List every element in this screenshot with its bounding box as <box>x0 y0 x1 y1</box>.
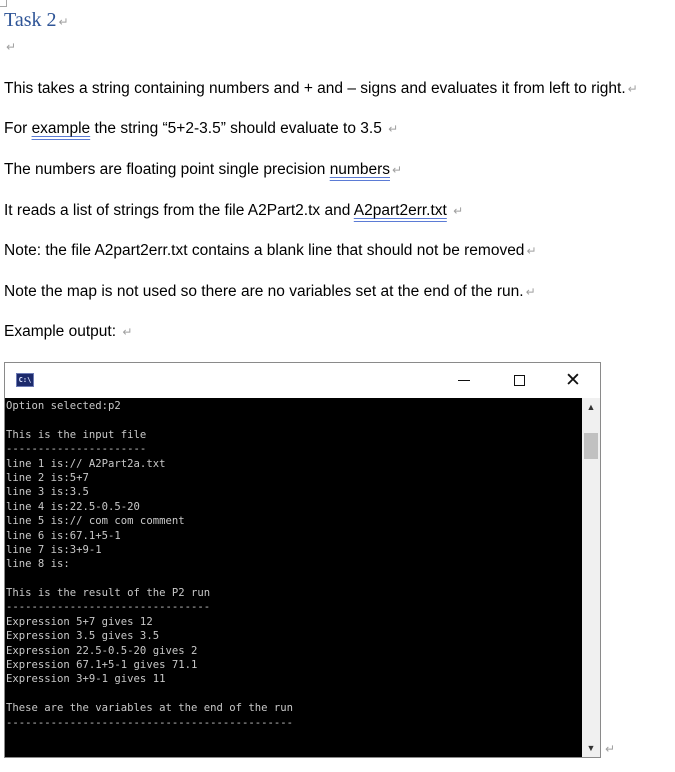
vertical-scrollbar[interactable] <box>582 398 600 757</box>
console-line: line 2 is:5+7 <box>6 471 89 484</box>
page-corner-mark <box>0 0 7 7</box>
scroll-thumb[interactable] <box>584 433 598 459</box>
paragraph-description <box>4 79 638 99</box>
paragraph-mark-icon: ↵ <box>6 40 17 54</box>
console-line: line 6 is:67.1+5-1 <box>6 529 121 542</box>
console-line: -------------------------------- <box>6 601 211 614</box>
paragraph-mark-icon: ↵ <box>525 285 536 299</box>
spellcheck-word[interactable]: example <box>31 120 91 137</box>
paragraph-note-map <box>4 282 536 302</box>
paragraph-note-blank-line <box>4 241 537 261</box>
console-window-screenshot <box>4 362 601 758</box>
paragraph-text: For <box>4 120 32 137</box>
console-line: Expression 67.1+5-1 gives 71.1 <box>6 659 198 672</box>
close-icon: ✕ <box>565 368 581 391</box>
paragraph-example-output <box>4 322 132 342</box>
console-line: ---------------------- <box>6 443 147 456</box>
console-output <box>5 398 582 757</box>
paragraph-mark-icon: ↵ <box>605 742 616 756</box>
console-line <box>6 687 293 701</box>
paragraph-text: It reads a list of strings from the file A2Part2.tx and <box>4 202 354 219</box>
console-line: Expression 3.5 gives 3.5 <box>6 630 160 643</box>
paragraph-mark-icon: ↵ <box>122 325 133 339</box>
console-line: line 1 is:// A2Part2a.txt <box>6 457 166 470</box>
empty-paragraph <box>4 38 16 56</box>
minimize-button[interactable] <box>441 367 487 393</box>
console-lines <box>6 399 293 730</box>
paragraph-text: The numbers are floating point single precision <box>4 161 330 178</box>
maximize-button[interactable] <box>496 367 542 393</box>
close-button[interactable] <box>550 367 596 393</box>
scroll-down-icon[interactable]: ▼ <box>586 743 596 753</box>
paragraph-text: This takes a string containing numbers and + and – signs and evaluates it from left to right. <box>4 80 626 97</box>
paragraph-precision <box>4 160 402 180</box>
command-prompt-icon: C:\ <box>16 373 34 387</box>
console-line: line 5 is:// com com comment <box>6 515 185 528</box>
console-line: This is the result of the P2 run <box>6 587 211 600</box>
spellcheck-word[interactable]: numbers <box>329 161 390 178</box>
console-line: line 3 is:3.5 <box>6 486 89 499</box>
paragraph-mark-icon: ↵ <box>627 82 638 96</box>
spellcheck-word[interactable]: A2part2err.txt <box>353 202 447 219</box>
console-line: These are the variables at the end of the run <box>6 702 294 715</box>
paragraph-mark-icon: ↵ <box>526 244 537 258</box>
console-line <box>6 572 293 586</box>
paragraph-mark-icon: ↵ <box>453 204 464 218</box>
paragraph-mark-icon: ↵ <box>388 122 399 136</box>
console-line: This is the input file <box>6 428 147 441</box>
minimize-icon <box>458 380 470 381</box>
scroll-up-icon[interactable]: ▲ <box>586 402 596 412</box>
paragraph-example <box>4 119 398 139</box>
paragraph-text: Note the map is not used so there are no variables set at the end of the run. <box>4 283 524 300</box>
paragraph-text: Note: the file A2part2err.txt contains a blank line that should not be removed <box>4 242 525 259</box>
paragraph-mark-icon: ↵ <box>392 163 403 177</box>
console-line: line 4 is:22.5-0.5-20 <box>6 500 140 513</box>
console-titlebar <box>5 363 600 398</box>
console-line: --------------------------------------------- <box>6 716 294 729</box>
paragraph-mark-icon: ↵ <box>58 15 69 29</box>
console-line: line 8 is: <box>6 558 70 571</box>
console-line: Expression 22.5-0.5-20 gives 2 <box>6 644 198 657</box>
console-line: Expression 3+9-1 gives 11 <box>6 673 166 686</box>
paragraph-text: the string “5+2-3.5” should evaluate to 3.5 <box>90 120 382 137</box>
paragraph-text: Example output: <box>4 323 117 340</box>
console-line: Option selected:p2 <box>6 400 121 412</box>
paragraph-after-image <box>603 740 615 758</box>
console-line: Expression 5+7 gives 12 <box>6 615 153 628</box>
heading-task-2 <box>4 8 69 34</box>
heading-text: Task 2 <box>4 9 57 31</box>
console-line <box>6 413 293 427</box>
maximize-icon <box>514 375 525 386</box>
console-line: line 7 is:3+9-1 <box>6 543 102 556</box>
paragraph-files <box>4 201 463 221</box>
